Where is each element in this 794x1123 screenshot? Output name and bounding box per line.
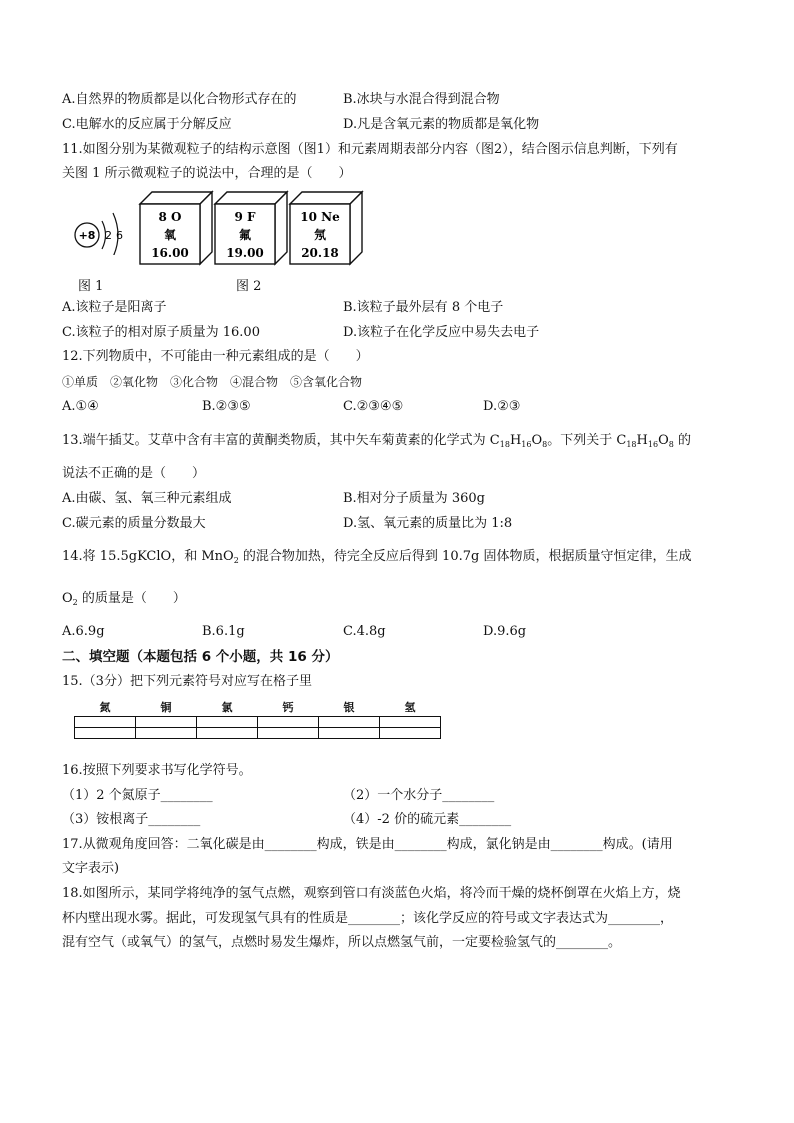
q18-line1: 18.如图所示，某同学将纯净的氢气点燃，观察到管口有淡蓝色火焰，将冷而干燥的烧杯倒罩在火焰上方，烧 — [62, 886, 681, 901]
grid-answer-cell-top — [380, 717, 441, 728]
grid-header-cell: 铜 — [160, 701, 172, 714]
q10-option-b: B.冰块与水混合得到混合物 — [343, 92, 500, 107]
q11-stem-line2: 关图 1 所示微观粒子的说法中，合理的是（ ） — [62, 166, 352, 181]
q11-option-a: A.该粒子是阳离子 — [62, 300, 167, 315]
q13-stem-line1: 13.端午插艾。艾草中含有丰富的黄酮类物质，其中矢车菊黄素的化学式为 $C_{18}H_{16}O_8$。下列关于 $C_{18}H_{16}O_8$ 的 — [62, 433, 691, 449]
q14-stem-line2: $O_2$ 的质量是（ ） — [62, 591, 186, 607]
q14-option-a: A.6.9g — [62, 624, 105, 639]
q12-option-b: B.②③⑤ — [202, 399, 251, 414]
q16-stem: 16.按照下列要求书写化学符号。 — [62, 763, 252, 778]
q10-option-d: D.凡是含氧元素的物质都是氧化物 — [343, 117, 540, 132]
q13-option-b: B.相对分子质量为 360g — [343, 491, 485, 506]
grid-answer-cell-bottom — [319, 728, 380, 739]
section-heading-fill-in: 二、填空题（本题包括 6 个小题，共 16 分） — [62, 649, 339, 665]
q13-option-a: A.由碳、氢、氧三种元素组成 — [62, 491, 232, 506]
q13-option-d: D.氢、氧元素的质量比为 1:8 — [343, 516, 513, 531]
q15-answer-grid — [74, 698, 441, 739]
q17-line1: 17.从微观角度回答：二氧化碳是由________构成，铁是由________构成，氯化钠是由________构成。(请用 — [62, 837, 673, 852]
q18-line3: 混有空气（或氧气）的氢气，点燃时易发生爆炸，所以点燃氢气前，一定要检验氢气的________。 — [62, 935, 622, 950]
grid-answer-cell-bottom — [258, 728, 319, 739]
grid-answer-cell-top — [197, 717, 258, 728]
q16-part2: （2）一个水分子________ — [343, 788, 495, 803]
grid-answer-cell-top — [136, 717, 197, 728]
grid-answer-cell-bottom — [197, 728, 258, 739]
q14-option-c: C.4.8g — [343, 624, 386, 639]
q18-line2: 杯内壁出现水雾。据此，可发现氢气具有的性质是________；该化学反应的符号或文字表达式为________， — [62, 911, 674, 926]
q14-stem-line1: 14.将 15.5gKClO，和 MnO$_2$ 的混合物加热，待完全反应后得到 10.7g 固体物质，根据质量守恒定律，生成 — [62, 549, 692, 565]
grid-header-cell: 钙 — [282, 701, 294, 714]
cell-mass: 16.00 — [151, 246, 189, 260]
q12-items: ①单质 ②氧化物 ③化合物 ④混合物 ⑤含氧化合物 — [62, 375, 363, 389]
cell-mass: 19.00 — [226, 246, 264, 260]
grid-header-cell: 氢 — [404, 701, 416, 714]
grid-header-cell: 银 — [343, 701, 355, 714]
cell-head: 9 F — [234, 210, 256, 224]
cell-name: 氟 — [238, 228, 252, 242]
atom-structure-diagram — [70, 195, 140, 255]
grid-answer-cell-bottom — [75, 728, 136, 739]
grid-answer-cell-top — [75, 717, 136, 728]
cell-head: 10 Ne — [300, 210, 340, 224]
grid-answer-cell-top — [319, 717, 380, 728]
atom-shell1-electrons: 2 — [105, 229, 112, 242]
grid-header-cell: 氮 — [99, 701, 111, 714]
q14-option-b: B.6.1g — [202, 624, 245, 639]
q11-option-d: D.该粒子在化学反应中易失去电子 — [343, 325, 540, 340]
q11-stem-line1: 11.如图分别为某微观粒子的结构示意图（图1）和元素周期表部分内容（图2），结合图示信息判断，下列有 — [62, 142, 678, 157]
q10-option-c: C.电解水的反应属于分解反应 — [62, 117, 232, 132]
atom-shell2-electrons: 6 — [116, 229, 123, 242]
q17-line2: 文字表示) — [62, 861, 120, 876]
q16-part1: （1）2 个氮原子________ — [62, 788, 213, 803]
q12-option-c: C.②③④⑤ — [343, 399, 404, 414]
q16-part4: （4）-2 价的硫元素________ — [343, 812, 512, 827]
q13-stem-line2: 说法不正确的是（ ） — [62, 466, 206, 481]
figure-1-label: 图 1 — [78, 279, 104, 294]
grid-answer-cell-bottom — [380, 728, 441, 739]
grid-answer-cell-bottom — [136, 728, 197, 739]
cell-mass: 20.18 — [301, 246, 339, 260]
cell-head: 8 O — [158, 210, 182, 224]
q14-option-d: D.9.6g — [483, 624, 527, 639]
q12-stem: 12.下列物质中，不可能由一种元素组成的是（ ） — [62, 349, 369, 364]
q11-option-c: C.该粒子的相对原子质量为 16.00 — [62, 325, 260, 340]
cell-name: 氖 — [313, 228, 327, 242]
q15-stem: 15.（3分）把下列元素符号对应写在格子里 — [62, 674, 312, 689]
q16-part3: （3）铵根离子________ — [62, 812, 201, 827]
q10-option-a: A.自然界的物质都是以化合物形式存在的 — [62, 92, 297, 107]
q11-option-b: B.该粒子最外层有 8 个电子 — [343, 300, 504, 315]
atom-nucleus-label: +8 — [78, 229, 96, 242]
q12-option-d: D.②③ — [483, 399, 521, 414]
periodic-cell-ne — [288, 190, 368, 270]
periodic-cell-o — [138, 190, 218, 270]
grid-answer-cell-top — [258, 717, 319, 728]
periodic-cell-f — [213, 190, 293, 270]
grid-header-cell: 氯 — [221, 701, 233, 714]
cell-name: 氧 — [163, 228, 177, 242]
q12-option-a: A.①④ — [62, 399, 99, 414]
figure-2-label: 图 2 — [236, 279, 262, 294]
q13-option-c: C.碳元素的质量分数最大 — [62, 516, 206, 531]
